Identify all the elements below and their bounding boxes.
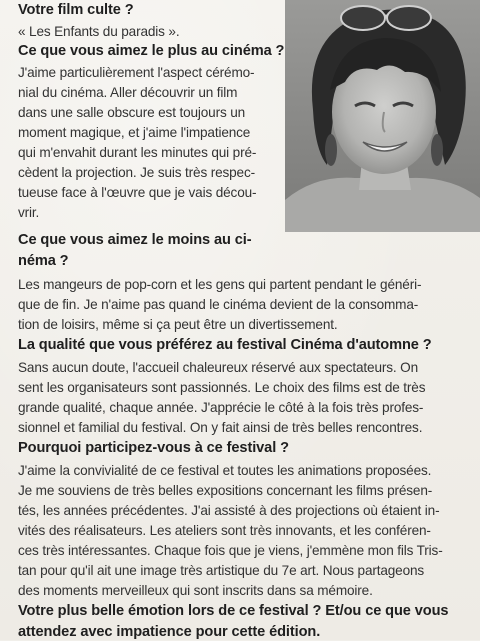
answer-5-line-1: J'aime la convivialité de ce festival et toutes les animations proposées.	[18, 463, 432, 478]
answer-5-line-2: Je me souviens de très belles expositions concernant les films présen-	[18, 483, 433, 498]
answer-5-line-6: tan pour qu'il ait une image très artistique du 7e art. Nous partageons	[18, 563, 425, 578]
answer-5-line-7: des moments merveilleux qui sont inscrits dans sa mémoire.	[18, 583, 373, 598]
answer-2-line-8: vrir.	[18, 205, 40, 220]
answer-5-line-5: ces très intéressantes. Chaque fois que je viens, j'emmène mon fils Tris-	[18, 543, 443, 558]
answer-2-line-2: nial du cinéma. Aller découvrir un film	[18, 85, 238, 100]
portrait-photo	[285, 0, 480, 232]
question-6-line-1: Votre plus belle émotion lors de ce festival ? Et/ou ce que vous	[18, 603, 449, 619]
answer-2-line-7: tueuse face à l'œuvre que je vais décou-	[18, 185, 257, 200]
question-3-line-2: néma ?	[18, 253, 69, 269]
answer-5-line-4: vités des réalisateurs. Les ateliers sont très innovants, et les conféren-	[18, 523, 431, 538]
answer-4-line-4: sionnel et familial du festival. On y fait ainsi de très belles rencontres.	[18, 420, 423, 435]
question-2: Ce que vous aimez le plus au cinéma ?	[18, 43, 285, 59]
question-3-line-1: Ce que vous aimez le moins au ci-	[18, 232, 252, 248]
question-6-line-2: attendez avec impatience pour cette édition.	[18, 624, 321, 640]
answer-1-line-1: « Les Enfants du paradis ».	[18, 24, 180, 39]
answer-3-line-3: tion de loisirs, même si ça peut être un divertissement.	[18, 317, 338, 332]
question-1: Votre film culte ?	[18, 2, 134, 18]
answer-2-line-4: moment magique, et j'aime l'impatience	[18, 125, 251, 140]
answer-2-line-3: dans une salle obscure est toujours un	[18, 105, 246, 120]
answer-2-line-5: qui m'envahit durant les minutes qui pré-	[18, 145, 257, 160]
answer-4-line-1: Sans aucun doute, l'accueil chaleureux réservé aux spectateurs. On	[18, 360, 418, 375]
question-5: Pourquoi participez-vous à ce festival ?	[18, 440, 289, 456]
answer-2-line-6: cèdent la projection. Je suis très respec-	[18, 165, 255, 180]
answer-3-line-1: Les mangeurs de pop-corn et les gens qui partent pendant le généri-	[18, 277, 422, 292]
answer-4-line-2: sent les organisateurs sont passionnés. Le choix des films est de très	[18, 380, 426, 395]
question-4: La qualité que vous préférez au festival Cinéma d'automne ?	[18, 337, 432, 353]
answer-4-line-3: grande qualité, chaque année. J'apprécie le côté à la fois très profes-	[18, 400, 424, 415]
answer-5-line-3: tés, les années précédentes. J'ai assisté à des projections où étaient in-	[18, 503, 440, 518]
answer-3-line-2: que de fin. Je n'aime pas quand le cinéma devient de la consomma-	[18, 297, 419, 312]
answer-2-line-1: J'aime particulièrement l'aspect cérémo-	[18, 65, 255, 80]
